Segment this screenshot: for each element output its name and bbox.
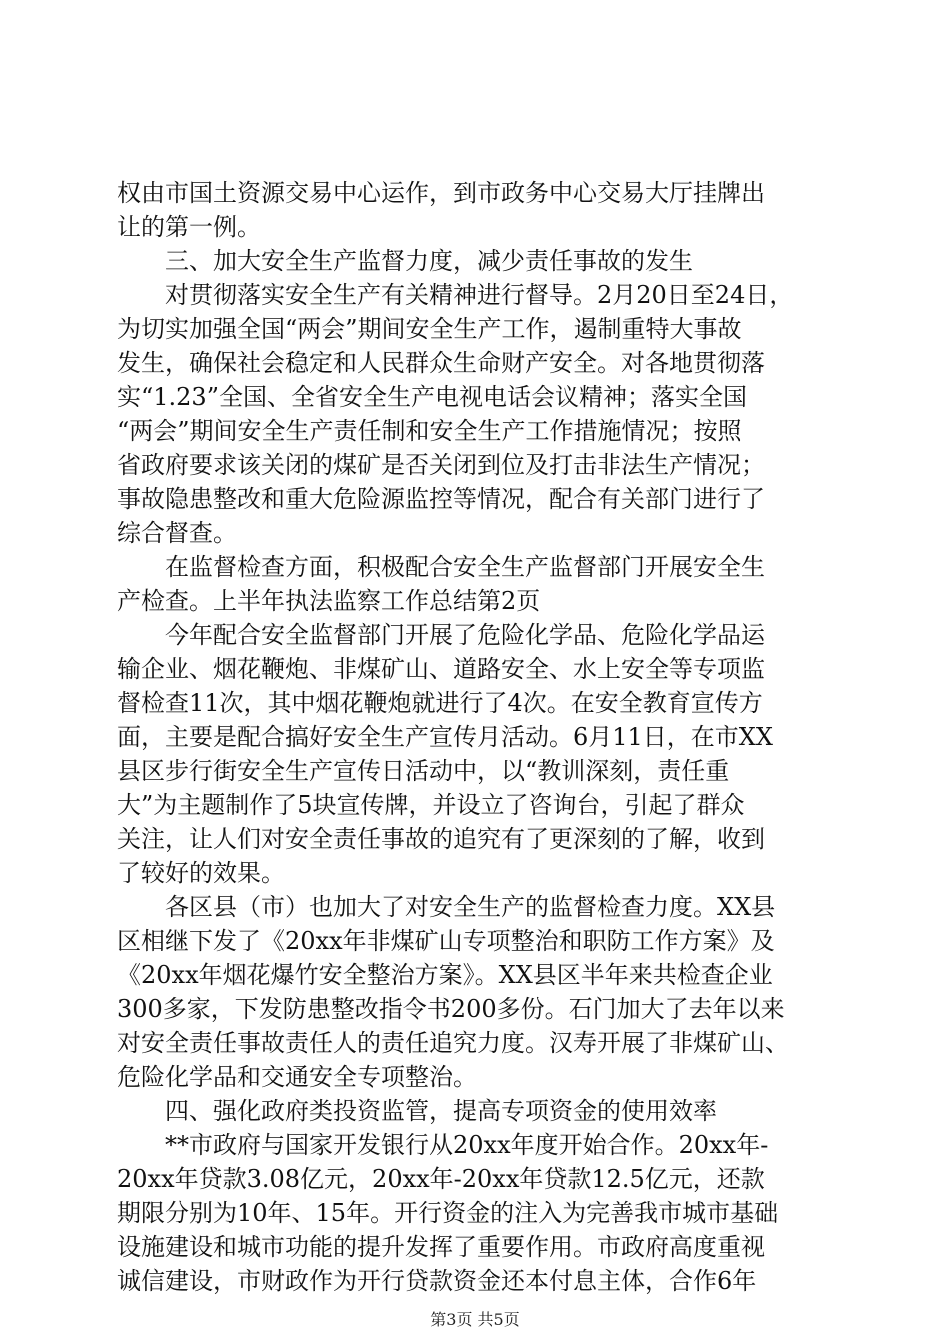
text-line: 让的第一例。 [117,213,261,241]
text-line: 督检查11次，其中烟花鞭炮就进行了4次。在安全教育宣传方 [117,689,763,717]
text-line: 为切实加强全国“两会”期间安全生产工作，遏制重特大事故 [117,315,742,343]
text-line: 了较好的效果。 [117,859,285,887]
text-line: 省政府要求该关闭的煤矿是否关闭到位及打击非法生产情况； [117,451,765,479]
text-line: 事故隐患整改和重大危险源监控等情况，配合有关部门进行了 [117,485,765,513]
text-line: 面，主要是配合搞好安全生产宣传月活动。6月11日，在市XX [117,723,773,751]
text-line: 输企业、烟花鞭炮、非煤矿山、道路安全、水上安全等专项监 [117,655,765,683]
section-heading: 四、强化政府类投资监管，提高专项资金的使用效率 [165,1097,717,1125]
section-heading: 三、加大安全生产监督力度，减少责任事故的发生 [165,247,693,275]
text-line: 设施建设和城市功能的提升发挥了重要作用。市政府高度重视 [117,1233,765,1261]
text-line: **市政府与国家开发银行从20xx年度开始合作。20xx年- [165,1131,769,1159]
text-line: 产检查。上半年执法监察工作总结第2页 [117,587,541,615]
text-line: 权由市国土资源交易中心运作，到市政务中心交易大厅挂牌出 [117,179,765,207]
text-line: 300多家，下发防患整改指令书200多份。石门加大了去年以来 [117,995,785,1023]
text-line: 在监督检查方面，积极配合安全生产监督部门开展安全生 [165,553,765,581]
text-line: 危险化学品和交通安全专项整治。 [117,1063,477,1091]
text-line: 综合督查。 [117,519,237,547]
text-line: “两会”期间安全生产责任制和安全生产工作措施情况；按照 [117,417,742,445]
text-line: 发生，确保社会稳定和人民群众生命财产安全。对各地贯彻落 [117,349,765,377]
text-line: 对安全责任事故责任人的责任追究力度。汉寿开展了非煤矿山、 [117,1029,789,1057]
text-line: 20xx年贷款3.08亿元，20xx年-20xx年贷款12.5亿元，还款 [117,1165,765,1193]
text-line: 对贯彻落实安全生产有关精神进行督导。2月20日至24日， [165,281,794,309]
page-footer: 第3页 共5页 [430,1310,520,1329]
text-line: 期限分别为10年、15年。开行资金的注入为完善我市城市基础 [117,1199,779,1227]
text-line: 关注，让人们对安全责任事故的追究有了更深刻的了解，收到 [117,825,765,853]
text-line: 实“1.23”全国、全省安全生产电视电话会议精神；落实全国 [117,383,747,411]
text-line: 县区步行街安全生产宣传日活动中，以“教训深刻，责任重 [117,757,730,785]
text-line: 区相继下发了《20xx年非煤矿山专项整治和职防工作方案》及 [117,927,775,955]
text-line: 大”为主题制作了5块宣传牌，并设立了咨询台，引起了群众 [117,791,745,819]
text-line: 今年配合安全监督部门开展了危险化学品、危险化学品运 [165,621,765,649]
text-line: 各区县（市）也加大了对安全生产的监督检查力度。XX县 [165,893,776,921]
text-line: 《20xx年烟花爆竹安全整治方案》。XX县区半年来共检查企业 [117,961,773,989]
text-line: 诚信建设，市财政作为开行贷款资金还本付息主体，合作6年 [117,1267,757,1295]
